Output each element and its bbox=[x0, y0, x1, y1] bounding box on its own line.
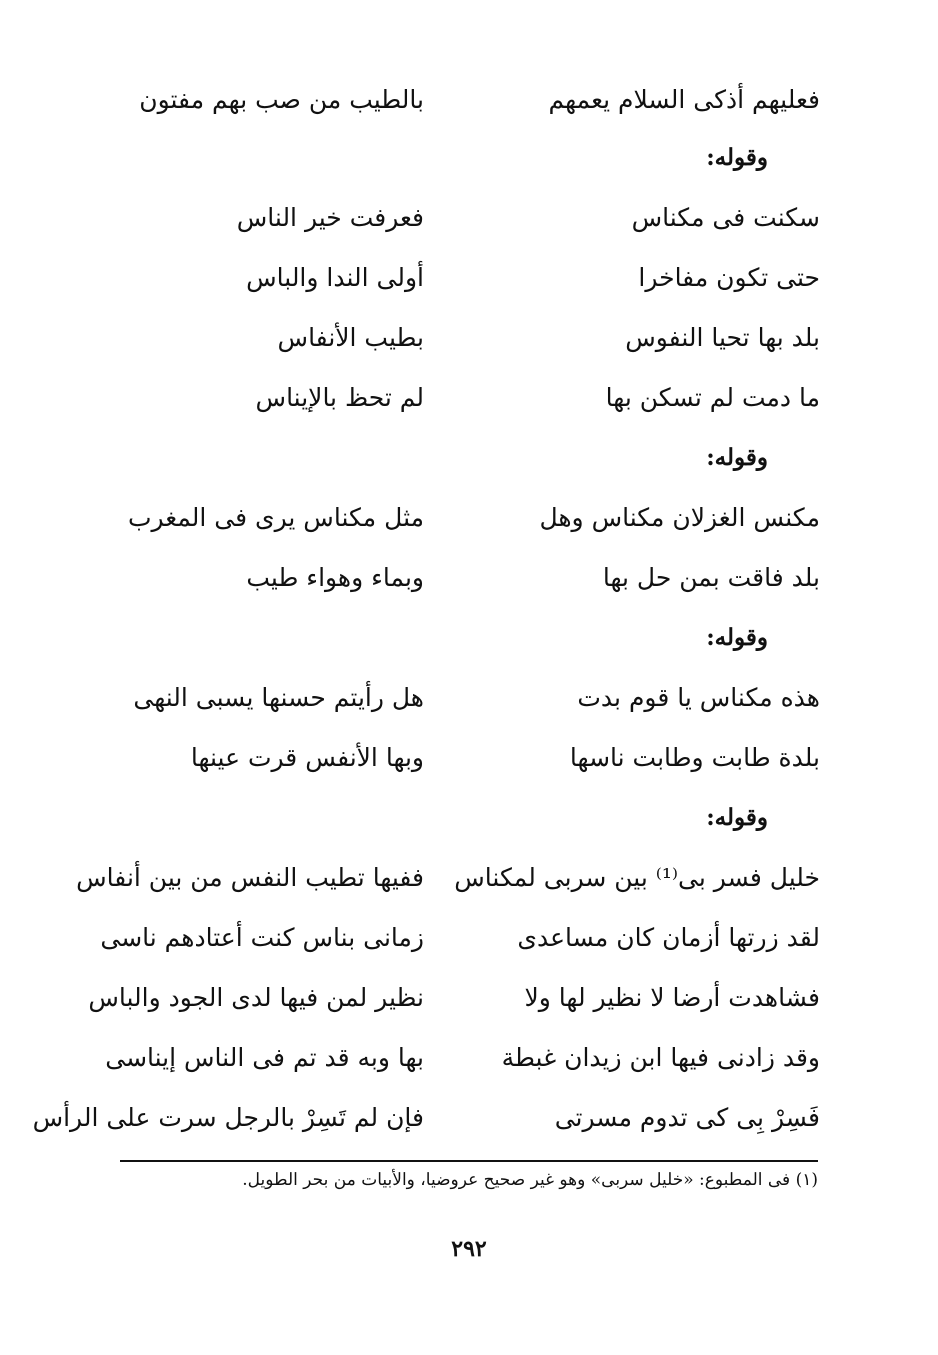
verse-first-hemistich: مكنس الغزلان مكناس وهل bbox=[539, 503, 820, 532]
verse-first-hemistich: بلدة طابت وطابت ناسها bbox=[569, 743, 820, 772]
verse-line bbox=[0, 1098, 938, 1138]
section-intro: وقوله: bbox=[706, 144, 768, 171]
verse-line bbox=[0, 198, 938, 238]
verse-first-hemistich: فعليهم أذكى السلام يعمهم bbox=[548, 85, 820, 114]
verse-line bbox=[0, 498, 938, 538]
verse-first-hemistich: حتى تكون مفاخرا bbox=[638, 263, 820, 292]
verse-second-hemistich: مثل مكناس يرى فى المغرب bbox=[127, 503, 424, 532]
verse-line bbox=[0, 978, 938, 1018]
verse-first-hemistich: بلد بها تحيا النفوس bbox=[625, 323, 820, 352]
verse-first-hemistich: هذه مكناس يا قوم بدت bbox=[577, 683, 820, 712]
section-intro: وقوله: bbox=[706, 624, 768, 651]
footnote: (١) فى المطبوع: «خليل سربى» وهو غير صحيح عروضيا، والأبيات من بحر الطويل. bbox=[242, 1170, 818, 1190]
verse-first-hemistich: فَسِرْ بِى كى تدوم مسرتى bbox=[554, 1103, 820, 1132]
verse-line bbox=[0, 738, 938, 778]
verse-first-hemistich: بلد فاقت بمن حل بها bbox=[602, 563, 820, 592]
page-number: ٢٩٢ bbox=[451, 1236, 487, 1262]
verse-second-hemistich: بالطيب من صب بهم مفتون bbox=[139, 85, 424, 114]
verse-second-hemistich: نظير لمن فيها لدى الجود والباس bbox=[88, 983, 424, 1012]
verse-first-hemistich: خليل فسر بى⁽¹⁾ بين سربى لمكناس bbox=[454, 863, 820, 892]
section-intro: وقوله: bbox=[706, 444, 768, 471]
verse-line bbox=[0, 258, 938, 298]
verse-line bbox=[0, 1038, 938, 1078]
verse-first-hemistich: وقد زادنى فيها ابن زيدان غبطة bbox=[501, 1043, 820, 1072]
verse-second-hemistich: وبها الأنفس قرت عينها bbox=[190, 743, 424, 772]
verse-second-hemistich: بطيب الأنفاس bbox=[277, 323, 424, 352]
verse-second-hemistich: بها وبه قد تم فى الناس إيناسى bbox=[105, 1043, 424, 1072]
verse-second-hemistich: فعرفت خير الناس bbox=[236, 203, 424, 232]
verse-second-hemistich: ففيها تطيب النفس من بين أنفاس bbox=[76, 863, 424, 892]
verse-second-hemistich: فإن لم تَسِرْ بالرجل سرت على الرأس bbox=[32, 1103, 424, 1132]
verse-second-hemistich: أولى الندا والباس bbox=[246, 263, 424, 292]
verse-line bbox=[0, 678, 938, 718]
verse-first-hemistich: لقد زرتها أزمان كان مساعدى bbox=[517, 923, 820, 952]
footnote-rule bbox=[120, 1160, 818, 1162]
verse-line bbox=[0, 80, 938, 120]
verse-first-hemistich: سكنت فى مكناس bbox=[631, 203, 820, 232]
verse-first-hemistich: ما دمت لم تسكن بها bbox=[605, 383, 820, 412]
verse-second-hemistich: لم تحظ بالإيناس bbox=[255, 383, 424, 412]
verse-first-hemistich: فشاهدت أرضا لا نظير لها ولا bbox=[524, 983, 820, 1012]
verse-line bbox=[0, 378, 938, 418]
verse-second-hemistich: وبماء وهواء طيب bbox=[246, 563, 424, 592]
verse-second-hemistich: هل رأيتم حسنها يسبى النهى bbox=[133, 683, 424, 712]
verse-second-hemistich: زمانى بناس كنت أعتادهم ناسى bbox=[100, 923, 424, 952]
section-intro: وقوله: bbox=[706, 804, 768, 831]
verse-line bbox=[0, 558, 938, 598]
verse-line bbox=[0, 318, 938, 358]
verse-line bbox=[0, 918, 938, 958]
verse-line bbox=[0, 858, 938, 898]
